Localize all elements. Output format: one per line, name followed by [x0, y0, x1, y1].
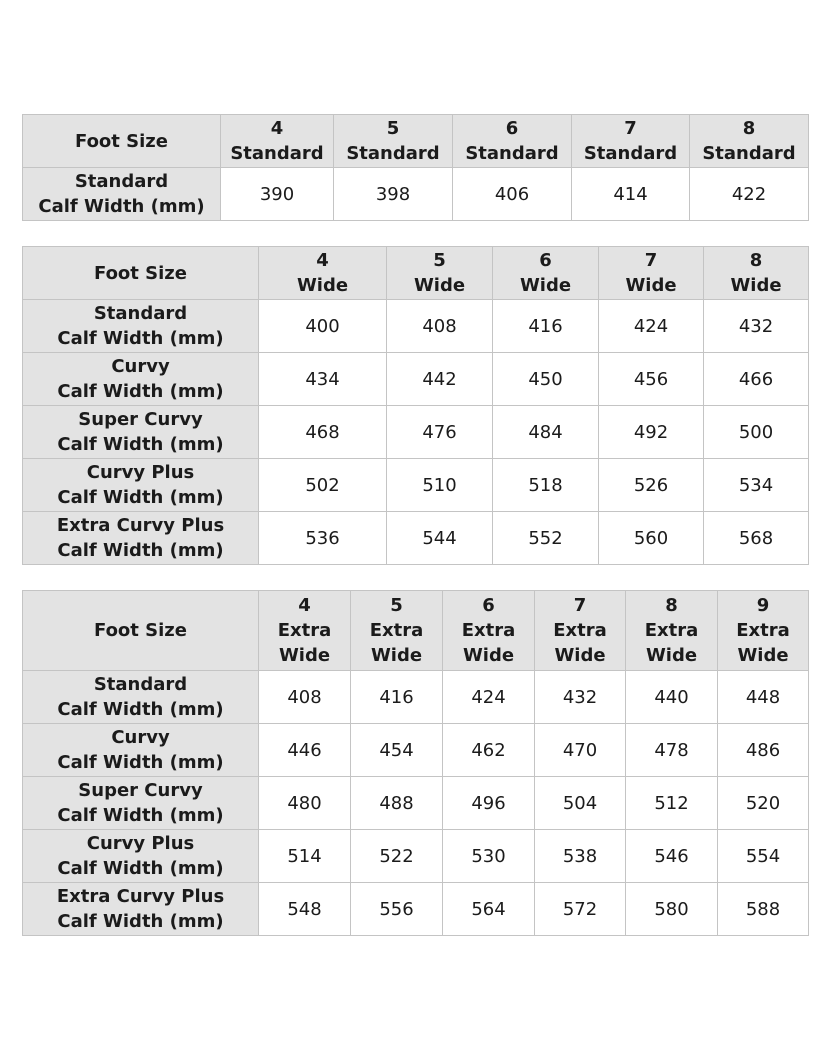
fit-label: Extra	[736, 620, 790, 641]
table-row	[23, 406, 809, 459]
column-header	[493, 247, 599, 300]
table-cell: 522	[351, 830, 443, 883]
table-cell: 538	[535, 830, 626, 883]
column-header	[690, 115, 809, 168]
row-label	[23, 459, 259, 512]
table-cell: 536	[259, 512, 387, 565]
table-header-row	[23, 591, 809, 671]
row-label-line: Standard	[93, 674, 188, 695]
table-cell: 552	[493, 512, 599, 565]
fit-label: Standard	[583, 143, 678, 164]
row-label-line: Standard	[93, 303, 188, 324]
table-cell: 442	[387, 353, 493, 406]
table-row	[23, 724, 809, 777]
table-cell: 500	[704, 406, 809, 459]
fit-label: Wide	[278, 645, 331, 666]
row-label-line: Super Curvy	[78, 780, 203, 801]
table-cell: 544	[387, 512, 493, 565]
row-label-line: Calf Width (mm)	[57, 858, 224, 879]
fit-label: Wide	[413, 275, 466, 296]
size-number: 4	[270, 118, 284, 139]
fit-label: Extra	[369, 620, 424, 641]
fit-label: Standard	[702, 143, 796, 164]
table-row	[23, 883, 809, 936]
row-label	[23, 168, 221, 221]
table-cell: 416	[351, 671, 443, 724]
column-header	[443, 591, 535, 671]
size-number: 5	[390, 595, 403, 616]
size-number: 9	[756, 595, 770, 616]
table-row	[23, 671, 809, 724]
table-cell: 504	[535, 777, 626, 830]
table-cell: 514	[259, 830, 351, 883]
column-header	[334, 115, 453, 168]
table-cell: 486	[718, 724, 809, 777]
table-header-row	[23, 115, 809, 168]
row-label-line: Calf Width (mm)	[57, 381, 224, 402]
row-label-line: Calf Width (mm)	[57, 540, 224, 561]
table-cell: 526	[599, 459, 704, 512]
table-cell: 424	[443, 671, 535, 724]
table-cell: 520	[718, 777, 809, 830]
table-cell: 448	[718, 671, 809, 724]
fit-label: Wide	[625, 275, 677, 296]
fit-label: Wide	[519, 275, 572, 296]
fit-label: Extra	[644, 620, 699, 641]
table-cell: 416	[493, 300, 599, 353]
table-cell: 434	[259, 353, 387, 406]
column-header	[351, 591, 443, 671]
table-cell: 484	[493, 406, 599, 459]
table-cell: 518	[493, 459, 599, 512]
table-row	[23, 459, 809, 512]
table-cell: 572	[535, 883, 626, 936]
fit-label: Wide	[370, 645, 423, 666]
row-label	[23, 300, 259, 353]
fit-label: Wide	[462, 645, 515, 666]
table-header-row	[23, 247, 809, 300]
table-cell: 546	[626, 830, 718, 883]
foot-size-header: Foot Size	[23, 115, 221, 168]
fit-label: Standard	[465, 143, 559, 164]
table-cell: 530	[443, 830, 535, 883]
table-cell: 462	[443, 724, 535, 777]
row-label	[23, 512, 259, 565]
fit-label: Wide	[554, 645, 606, 666]
row-label-line: Super Curvy	[78, 409, 203, 430]
table-cell: 488	[351, 777, 443, 830]
row-label-line: Curvy	[111, 356, 170, 377]
table-row	[23, 512, 809, 565]
table-cell: 502	[259, 459, 387, 512]
column-header	[572, 115, 690, 168]
table-cell: 398	[334, 168, 453, 221]
fit-label: Wide	[730, 275, 782, 296]
column-header	[259, 247, 387, 300]
table-cell: 492	[599, 406, 704, 459]
row-label-line: Extra Curvy Plus	[56, 886, 225, 907]
row-label	[23, 724, 259, 777]
column-header	[221, 115, 334, 168]
table-cell: 556	[351, 883, 443, 936]
table-row	[23, 353, 809, 406]
size-number: 6	[505, 118, 519, 139]
table-cell: 510	[387, 459, 493, 512]
fit-label: Extra	[553, 620, 607, 641]
column-header	[453, 115, 572, 168]
table-cell: 446	[259, 724, 351, 777]
table-cell: 456	[599, 353, 704, 406]
table-cell: 568	[704, 512, 809, 565]
table-cell: 408	[259, 671, 351, 724]
column-header	[599, 247, 704, 300]
foot-size-header: Foot Size	[23, 247, 259, 300]
row-label-line: Calf Width (mm)	[57, 805, 224, 826]
table-cell: 424	[599, 300, 704, 353]
table-cell: 480	[259, 777, 351, 830]
wide-fit-size-table	[22, 246, 809, 565]
row-label-line: Calf Width (mm)	[57, 911, 224, 932]
size-number: 7	[624, 118, 637, 139]
row-label-line: Calf Width (mm)	[57, 434, 224, 455]
row-label-line: Extra Curvy Plus	[56, 515, 225, 536]
table-row	[23, 830, 809, 883]
table-cell: 476	[387, 406, 493, 459]
row-label-line: Calf Width (mm)	[57, 328, 224, 349]
size-number: 5	[386, 118, 400, 139]
column-header	[535, 591, 626, 671]
table-cell: 414	[572, 168, 690, 221]
size-number: 4	[316, 250, 329, 271]
row-label-line: Calf Width (mm)	[57, 699, 224, 720]
fit-label: Wide	[737, 645, 789, 666]
row-label-line: Calf Width (mm)	[38, 196, 205, 217]
column-header	[718, 591, 809, 671]
table-cell: 390	[221, 168, 334, 221]
size-number: 6	[539, 250, 552, 271]
table-cell: 560	[599, 512, 704, 565]
standard-fit-size-table	[22, 114, 809, 221]
row-label-line: Curvy	[111, 727, 170, 748]
size-number: 8	[665, 595, 678, 616]
fit-label: Wide	[645, 645, 698, 666]
table-cell: 468	[259, 406, 387, 459]
table-cell: 432	[704, 300, 809, 353]
table-cell: 454	[351, 724, 443, 777]
fit-label: Standard	[230, 143, 324, 164]
size-number: 4	[298, 595, 311, 616]
row-label-line: Calf Width (mm)	[57, 487, 224, 508]
row-label-line: Calf Width (mm)	[57, 752, 224, 773]
table-cell: 470	[535, 724, 626, 777]
table-cell: 534	[704, 459, 809, 512]
table-row	[23, 300, 809, 353]
size-number: 8	[749, 250, 763, 271]
table-cell: 400	[259, 300, 387, 353]
table-cell: 408	[387, 300, 493, 353]
fit-label: Standard	[346, 143, 440, 164]
table-cell: 580	[626, 883, 718, 936]
table-row	[23, 777, 809, 830]
table-cell: 478	[626, 724, 718, 777]
row-label-line: Curvy Plus	[86, 462, 195, 483]
table-cell: 548	[259, 883, 351, 936]
row-label-line: Standard	[74, 171, 169, 192]
column-header	[387, 247, 493, 300]
size-number: 7	[573, 595, 587, 616]
row-label-line: Curvy Plus	[86, 833, 195, 854]
row-label	[23, 883, 259, 936]
table-row	[23, 168, 809, 221]
extra-wide-fit-size-table	[22, 590, 809, 936]
size-number: 8	[742, 118, 756, 139]
row-label	[23, 353, 259, 406]
row-label	[23, 671, 259, 724]
size-number: 5	[433, 250, 446, 271]
fit-label: Wide	[296, 275, 349, 296]
column-header	[704, 247, 809, 300]
row-label	[23, 777, 259, 830]
size-number: 6	[482, 595, 495, 616]
fit-label: Extra	[461, 620, 516, 641]
table-cell: 564	[443, 883, 535, 936]
table-cell: 588	[718, 883, 809, 936]
table-cell: 406	[453, 168, 572, 221]
column-header	[259, 591, 351, 671]
row-label	[23, 830, 259, 883]
table-cell: 512	[626, 777, 718, 830]
column-header	[626, 591, 718, 671]
row-label	[23, 406, 259, 459]
table-cell: 422	[690, 168, 809, 221]
table-cell: 432	[535, 671, 626, 724]
table-cell: 466	[704, 353, 809, 406]
table-cell: 496	[443, 777, 535, 830]
size-number: 7	[644, 250, 658, 271]
fit-label: Extra	[277, 620, 332, 641]
foot-size-header: Foot Size	[23, 591, 259, 671]
table-cell: 450	[493, 353, 599, 406]
table-cell: 554	[718, 830, 809, 883]
table-cell: 440	[626, 671, 718, 724]
